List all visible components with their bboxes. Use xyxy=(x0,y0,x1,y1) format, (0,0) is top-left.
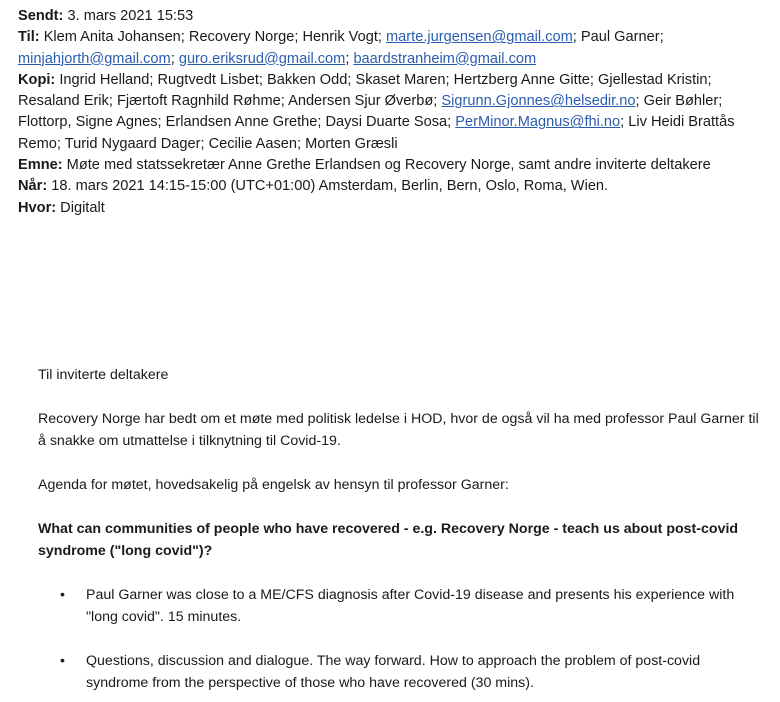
list-item-text: Paul Garner was close to a ME/CFS diagnosis after Covid-19 disease and presents his experience with "long covid". 15 minutes. xyxy=(86,587,735,625)
email-header xyxy=(18,6,766,219)
email-link-marte[interactable]: marte.jurgensen@gmail.com xyxy=(386,29,573,46)
email-link-baard[interactable]: baardstranheim@gmail.com xyxy=(353,50,537,67)
to-recipients-text-2: ; Paul Garner; xyxy=(572,29,664,46)
sent-value: 3. mars 2021 15:53 xyxy=(67,8,194,24)
agenda-question: What can communities of people who have recovered - e.g. Recovery Norge - teach us about post-covid syndrome ("long covid")? xyxy=(38,521,739,559)
to-line xyxy=(18,27,766,70)
email-body xyxy=(38,364,763,694)
cc-label: Kopi: xyxy=(18,71,56,88)
paragraph-request: Recovery Norge har bedt om et møte med politisk ledelse i HOD, hvor de også vil ha med professor Paul Garner til å snakke om utmattelse i tilknytning til Covid-19. xyxy=(38,411,759,449)
when-line xyxy=(18,176,766,197)
when-value: 18. mars 2021 14:15-15:00 (UTC+01:00) Amsterdam, Berlin, Bern, Oslo, Roma, Wien. xyxy=(51,178,609,195)
agenda-list xyxy=(38,584,763,694)
cc-recipients-text-2: ; Geir Bøhler; Flottorp, Signe Agnes; Erlandsen Anne Grethe; Daysi Duarte Sosa; xyxy=(18,93,723,131)
separator: ; xyxy=(345,50,350,67)
bullet-icon: • xyxy=(60,653,65,669)
cc-recipients-text: Ingrid Helland; Rugtvedt Lisbet; Bakken Odd; Skaset Maren; Hertzberg Anne Gitte; Gjellestad Kristin; Resaland Erik; Fjærtoft Ragnhild Røhme; Andersen Sjur Øverbø; xyxy=(18,71,712,110)
subject-line xyxy=(18,155,766,176)
to-recipients-text: Klem Anita Johansen; Recovery Norge; Henrik Vogt; xyxy=(43,29,382,46)
list-item xyxy=(38,650,763,694)
sent-label: Sendt: xyxy=(18,8,64,24)
cc-recipients-text-3: ; Liv Heidi Brattås Remo; Turid Nygaard Dager; Cecilie Aasen; Morten Græsli xyxy=(18,114,735,152)
where-value: Digitalt xyxy=(60,199,105,216)
where-label: Hvor: xyxy=(18,199,57,216)
list-item xyxy=(38,584,763,628)
paragraph-agenda-intro: Agenda for møtet, hovedsakelig på engelsk av hensyn til professor Garner: xyxy=(38,477,509,493)
where-line xyxy=(18,198,766,219)
bullet-icon: • xyxy=(60,587,65,603)
email-link-minjahjorth[interactable]: minjahjorth@gmail.com xyxy=(18,50,171,67)
email-link-perminor[interactable]: PerMinor.Magnus@fhi.no xyxy=(455,114,621,131)
when-label: Når: xyxy=(18,178,48,195)
subject-value: Møte med statssekretær Anne Grethe Erlandsen og Recovery Norge, samt andre inviterte deltakere xyxy=(66,157,711,174)
to-label: Til: xyxy=(18,29,40,46)
separator: ; xyxy=(170,50,175,67)
cc-line xyxy=(18,70,766,155)
sent-line xyxy=(18,6,766,27)
subject-label: Emne: xyxy=(18,157,63,174)
list-item-text: Questions, discussion and dialogue. The way forward. How to approach the problem of post-covid syndrome from the perspective of those who have recovered (30 mins). xyxy=(86,653,701,691)
email-link-sigrunn[interactable]: Sigrunn.Gjonnes@helsedir.no xyxy=(441,93,636,110)
greeting: Til inviterte deltakere xyxy=(38,367,169,383)
email-link-guro[interactable]: guro.eriksrud@gmail.com xyxy=(178,50,346,67)
